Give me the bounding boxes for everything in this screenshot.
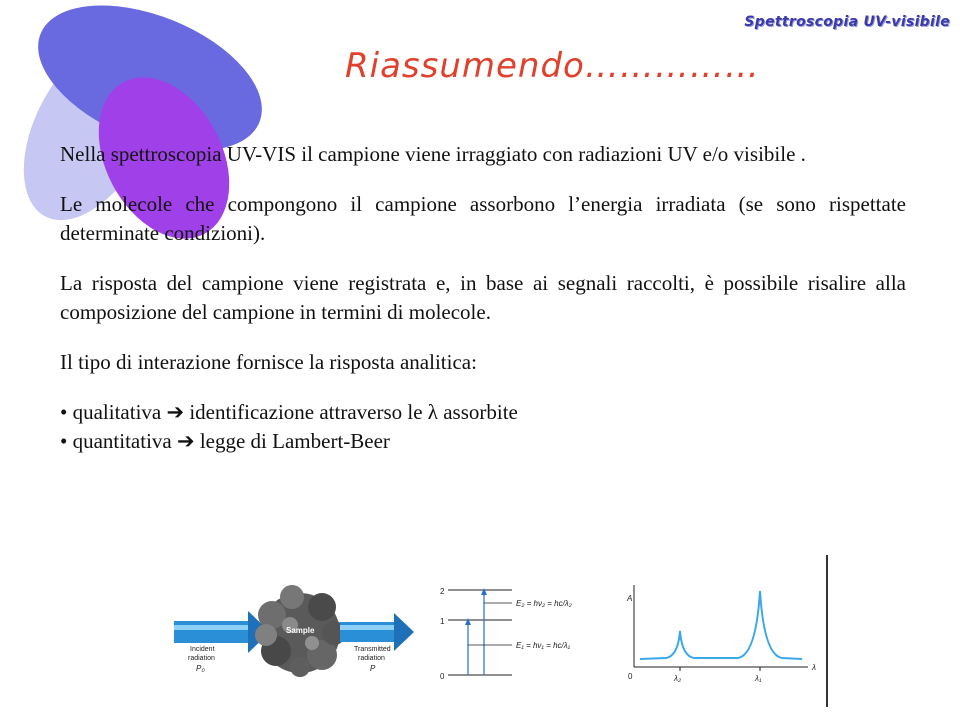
bullet-item: • quantitativa ➔ legge di Lambert-Beer: [60, 429, 390, 453]
body-text: [60, 140, 906, 456]
axis-origin: 0: [628, 672, 633, 681]
figure-divider: [826, 555, 828, 707]
incident-symbol: P₀: [196, 664, 205, 673]
axis-label-lambda: λ: [812, 663, 816, 672]
spectroscopy-figure: [172, 555, 830, 707]
energy-level-diagram: [448, 588, 512, 675]
paragraph: Nella spettroscopia UV-VIS il campione viene irraggiato con radiazioni UV e/o visibile .: [60, 142, 806, 166]
energy-label-2: E₂ = hν₂ = hc/λ₂: [516, 599, 572, 608]
energy-label-1: E₁ = hν₁ = hc/λ₁: [516, 641, 571, 650]
level-label: 0: [440, 672, 445, 681]
spectrum-line: [640, 591, 802, 659]
bullet-list: [60, 398, 906, 456]
absorption-spectrum: [634, 585, 808, 671]
header-tag: Spettroscopia UV-visibile: [744, 14, 950, 30]
incident-label: radiation: [188, 655, 215, 662]
transmitted-symbol: P: [370, 664, 376, 673]
paragraph: La risposta del campione viene registrata e, in base ai segnali raccolti, è possibile risalire alla composizione del campione in termini di molecole.: [60, 271, 906, 324]
incident-label: Incident: [190, 646, 215, 653]
sample-label: Sample: [286, 626, 315, 635]
level-label: 1: [440, 617, 445, 626]
paragraph: Il tipo di interazione fornisce la risposta analitica:: [60, 350, 477, 374]
axis-label-a: A: [627, 594, 633, 603]
tick-label: λ₁: [755, 674, 762, 683]
slide-title: Riassumendo……………: [345, 46, 760, 86]
level-label: 2: [440, 587, 445, 596]
bullet-item: • qualitativa ➔ identificazione attraverso le λ assorbite: [60, 400, 518, 424]
transmitted-label: Transmitted: [354, 646, 391, 653]
paragraph: Le molecole che compongono il campione assorbono l’energia irradiata (se sono rispettate determinate condizioni).: [60, 192, 906, 245]
tick-label: λ₂: [674, 674, 681, 683]
transmitted-label: radiation: [358, 655, 385, 662]
